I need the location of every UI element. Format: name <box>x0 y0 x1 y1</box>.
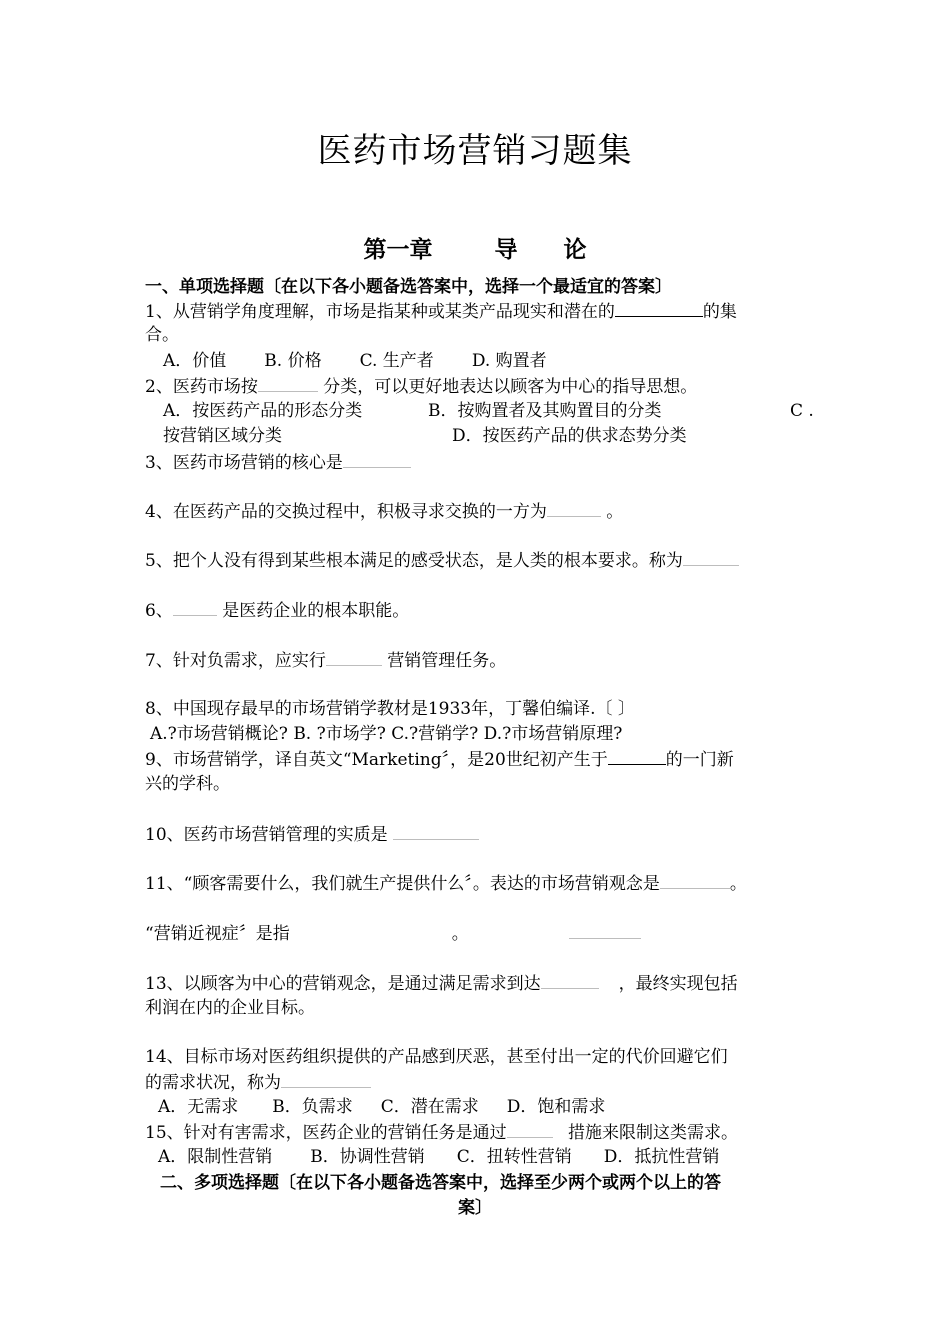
answer-blank <box>569 922 641 939</box>
question-2-option-b: B．按购置者及其购置目的分类 <box>428 401 662 421</box>
answer-blank <box>343 451 411 468</box>
question-15-options: A．限制性营销 B．协调性营销 C．扭转性营销 D．抵抗性营销 <box>158 1147 720 1167</box>
question-2-option-c: 按营销区域分类 <box>163 426 282 446</box>
question-15: 15、针对有害需求，医药企业的营销任务是通过 措施来限制这类需求。 <box>145 1123 739 1143</box>
section2-heading-continued: 案〕 <box>458 1198 492 1218</box>
question-14-options: A．无需求 B．负需求 C．潜在需求 D．饱和需求 <box>158 1097 606 1117</box>
question-14: 14、目标市场对医药组织提供的产品感到厌恶，甚至付出一定的代价回避它们 <box>145 1047 728 1067</box>
answer-blank <box>547 500 601 517</box>
question-8: 8、中国现存最早的市场营销学教材是1933年，丁馨伯编译.〔 〕 <box>145 699 635 719</box>
question-2: 2、医药市场按 分类，可以更好地表达以顾客为中心的指导思想。 <box>145 377 698 397</box>
question-2-option-c-letter: C . <box>790 401 814 421</box>
question-9-continued: 兴的学科。 <box>145 774 230 794</box>
section1-heading: 一、单项选择题〔在以下各小题备选答案中，选择一个最适宜的答案〕 <box>145 277 672 297</box>
answer-blank <box>258 375 318 392</box>
question-7: 7、针对负需求，应实行 营销管理任务。 <box>145 651 507 671</box>
chapter-number: 第一章 <box>363 236 433 263</box>
question-3: 3、医药市场营销的核心是 <box>145 451 411 474</box>
question-1: 1、从营销学角度理解，市场是指某种或某类产品现实和潜在的 的集 <box>145 302 737 322</box>
answer-blank <box>173 599 217 616</box>
question-9: 9、市场营销学，译自英文“Marketing〞，是20世纪初产生于 的一门新 <box>145 750 734 770</box>
question-13-continued: 利润在内的企业目标。 <box>145 998 315 1018</box>
answer-blank <box>393 823 479 840</box>
answer-blank <box>683 549 739 566</box>
answer-blank <box>326 649 382 666</box>
answer-blank <box>615 300 703 317</box>
answer-blank <box>281 1071 371 1088</box>
question-14-continued: 的需求状况，称为 <box>145 1071 371 1094</box>
section2-heading: 二、多项选择题〔在以下各小题备选答案中，选择至少两个或两个以上的答 <box>160 1173 721 1193</box>
question-2-option-a: A．按医药产品的形态分类 <box>163 401 363 421</box>
question-2-option-d: D．按医药产品的供求态势分类 <box>452 426 687 446</box>
question-12: “营销近视症〞是指 。 <box>145 922 641 945</box>
question-10: 10、医药市场营销管理的实质是 <box>145 823 479 846</box>
chapter-name-part1: 导 <box>494 236 518 263</box>
answer-blank <box>608 748 666 765</box>
answer-blank <box>507 1121 553 1138</box>
chapter-heading <box>0 234 950 266</box>
question-8-options: A.?市场营销概论? B. ?市场学? C.?营销学? D.?市场营销原理? <box>150 724 623 744</box>
chapter-name-part2: 论 <box>563 236 587 263</box>
question-1-options: A．价值 B. 价格 C. 生产者 D. 购置者 <box>163 351 547 371</box>
question-4: 4、在医药产品的交换过程中，积极寻求交换的一方为 。 <box>145 502 624 522</box>
question-11: 11、“顾客需要什么，我们就生产提供什么〞。表达的市场营销观念是 。 <box>145 874 747 894</box>
document-title: 医药市场营销习题集 <box>317 131 633 171</box>
question-1-continued: 合。 <box>145 325 179 345</box>
answer-blank <box>541 972 599 989</box>
answer-blank <box>660 872 730 889</box>
question-5: 5、把个人没有得到某些根本满足的感受状态，是人类的根本要求。称为 <box>145 549 739 572</box>
question-13: 13、以顾客为中心的营销观念，是通过满足需求到达 ，最终实现包括 <box>145 974 738 994</box>
question-6: 6、 是医药企业的根本职能。 <box>145 601 410 621</box>
